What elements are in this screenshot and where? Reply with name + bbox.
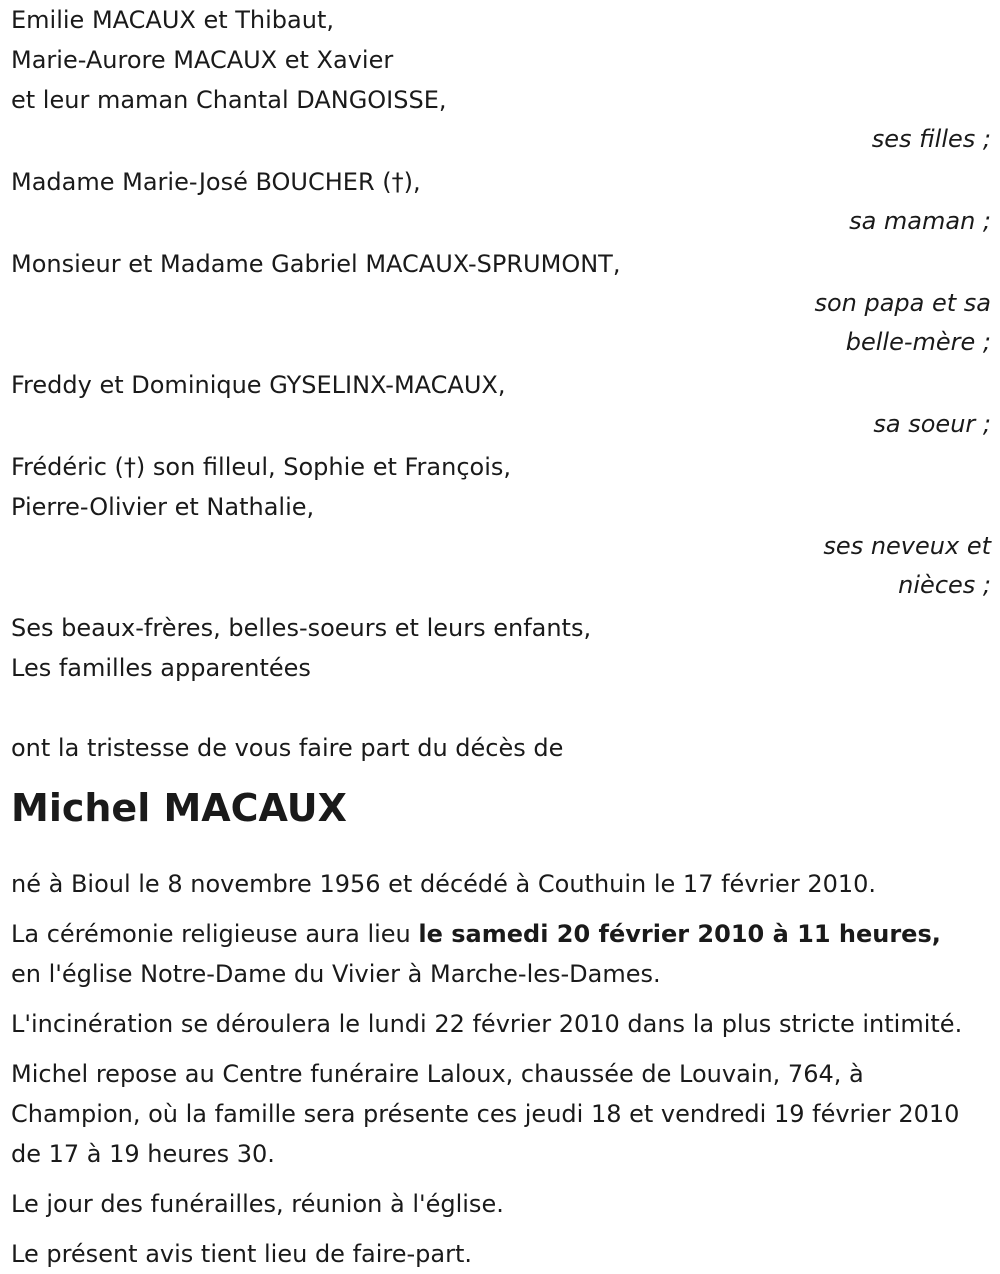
- others-block: [11, 608, 991, 688]
- funeral-day-text: Le jour des funérailles, réunion à l'église.: [11, 1190, 504, 1218]
- ceremony-place: en l'église Notre-Dame du Vivier à Marche-les-Dames.: [11, 960, 661, 988]
- family-line: Frédéric (†) son filleul, Sophie et François,: [11, 453, 512, 481]
- family-line: et leur maman Chantal DANGOISSE,: [11, 86, 447, 114]
- ceremony-paragraph: [11, 914, 991, 994]
- relation-label: ses filles ;: [871, 125, 991, 153]
- daughters-block: [11, 0, 991, 159]
- family-line: Emilie MACAUX et Thibaut,: [11, 6, 334, 34]
- relation-label: ses neveux et: [823, 532, 991, 560]
- details-block: [11, 864, 991, 1274]
- announcement-text: ont la tristesse de vous faire part du décès de: [11, 734, 564, 762]
- relation-label: belle-mère ;: [845, 328, 991, 356]
- family-line: Les familles apparentées: [11, 654, 311, 682]
- family-line: Monsieur et Madame Gabriel MACAUX-SPRUMONT,: [11, 250, 621, 278]
- ceremony-date: le samedi 20 février 2010 à 11 heures,: [418, 920, 941, 948]
- family-line: Ses beaux-frères, belles-soeurs et leurs enfants,: [11, 614, 592, 642]
- family-line: Freddy et Dominique GYSELINX-MACAUX,: [11, 371, 506, 399]
- notice-text: Le présent avis tient lieu de faire-part.: [11, 1240, 473, 1268]
- relation-label: son papa et sa: [814, 289, 991, 317]
- relation-label: nièces ;: [898, 571, 991, 599]
- relation-label: sa soeur ;: [873, 410, 991, 438]
- deceased-name: Michel MACAUX: [11, 786, 347, 830]
- family-line: Marie-Aurore MACAUX et Xavier: [11, 46, 394, 74]
- obituary-notice: [11, 0, 991, 1274]
- family-line: Pierre-Olivier et Nathalie,: [11, 493, 315, 521]
- ceremony-prefix: La cérémonie religieuse aura lieu: [11, 920, 419, 948]
- mother-block: [11, 162, 991, 241]
- father-block: [11, 244, 991, 362]
- sister-block: [11, 365, 991, 444]
- relation-label: sa maman ;: [849, 207, 991, 235]
- family-line: Madame Marie-José BOUCHER (†),: [11, 168, 421, 196]
- repose-text: Michel repose au Centre funéraire Laloux, chaussée de Louvain, 764, à Champion, où la famille sera présente ces jeudi 18 et vendredi 19 février 2010 de 17 à 19 heures 30.: [11, 1060, 960, 1168]
- incineration-text: L'incinération se déroulera le lundi 22 février 2010 dans la plus stricte intimité.: [11, 1010, 963, 1038]
- birth-death-text: né à Bioul le 8 novembre 1956 et décédé à Couthuin le 17 février 2010.: [11, 870, 877, 898]
- nephews-block: [11, 447, 991, 605]
